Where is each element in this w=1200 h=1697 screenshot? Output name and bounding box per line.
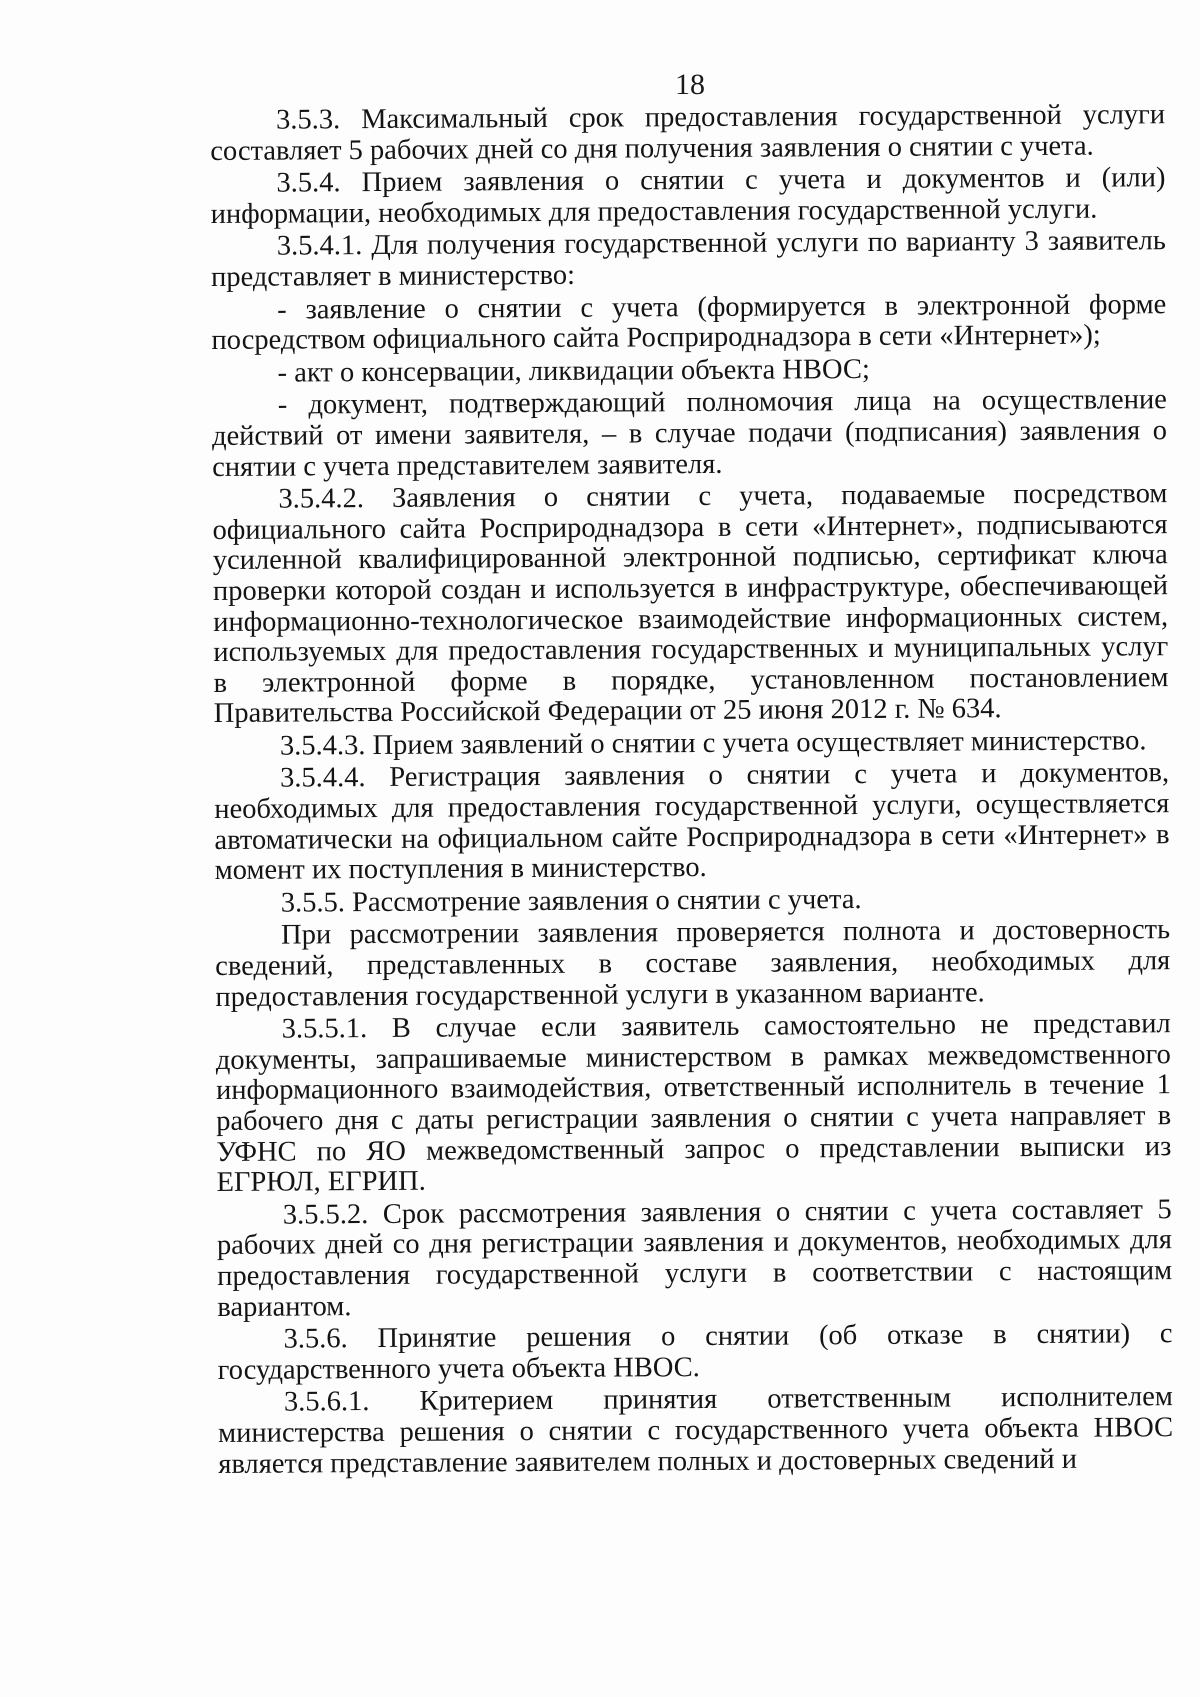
paragraph-3-5-4-1: 3.5.4.1. Для получения государственной услуги по варианту 3 заявитель представляет в министерство:	[210, 225, 1166, 293]
paragraph-review: При рассмотрении заявления проверяется полнота и достоверность сведений, представленных в составе заявления, необходимых для предоставления государственной услуги в указанном варианте.	[215, 914, 1171, 1013]
paragraph-3-5-5: 3.5.5. Рассмотрение заявления о снятии с учета.	[280, 883, 862, 919]
paragraph-3-5-4-2: 3.5.4.2. Заявления о снятии с учета, подаваемые посредством официального сайта Росприроднадзора в сети «Интернет», подписываются усиленной квалифицированной электронной подписью, сертификат ключа проверки которой создан и используется в инфраструктуре, обеспечивающей информационно-технологическое взаимодействие информационных систем, используемых для предоставления государственных и муниципальных услуг в электронной форме в порядке, установленном постановлением Правительства Российской Федерации от 25 июня 2012 г. № 634.	[212, 478, 1169, 730]
page-number: 18	[675, 68, 705, 101]
paragraph-3-5-3: 3.5.3. Максимальный срок предоставления государственной услуги составляет 5 рабочих дней со дня получения заявления о снятии с учета.	[210, 99, 1166, 167]
paragraph-3-5-4-3: 3.5.4.3. Прием заявлений о снятии с учета осуществляет министерство.	[279, 725, 1147, 762]
paragraph-3-5-4-4: 3.5.4.4. Регистрация заявления о снятии с учета и документов, необходимых для предоставления государственной услуги, осуществляется автоматически на официальном сайте Росприроднадзора в сети «Интернет» в момент их поступления в министерство.	[214, 757, 1170, 887]
document-body	[210, 100, 1173, 1480]
paragraph-3-5-4: 3.5.4. Прием заявления о снятии с учета и документов и (или) информации, необходимых для предоставления государственной услуги.	[210, 162, 1166, 230]
paragraph-3-5-5-2: 3.5.5.2. Срок рассмотрения заявления о снятии с учета составляет 5 рабочих дней со дня регистрации заявления и документов, необходимых для предоставления государственной услуги в соответствии с настоящим вариантом.	[216, 1193, 1173, 1323]
paragraph-3-5-6: 3.5.6. Принятие решения о снятии (об отказе в снятии) с государственного учета объекта НВОС.	[217, 1318, 1173, 1386]
list-item-authority-document: - документ, подтверждающий полномочия лица на осуществление действий от имени заявителя, – в случае подачи (подписания) заявления о снятии с учета представителем заявителя.	[211, 384, 1168, 483]
paragraph-3-5-5-1: 3.5.5.1. В случае если заявитель самостоятельно не представил документы, запрашиваемые министерством в рамках межведомственного информационного взаимодействия, ответственный исполнитель в течение 1 рабочего дня с даты регистрации заявления о снятии с учета направляет в УФНС по ЯО межведомственный запрос о представлении выписки из ЕГРЮЛ, ЕГРИП.	[215, 1008, 1172, 1199]
paragraph-3-5-6-1: 3.5.6.1. Критерием принятия ответственным исполнителем министерства решения о снятии с государственного учета объекта НВОС является представление заявителем полных и достоверных сведений и	[218, 1381, 1174, 1480]
list-item-act: - акт о консервации, ликвидации объекта НВОС;	[277, 353, 870, 389]
list-item-application: - заявление о снятии с учета (формируется в электронной форме посредством официального сайта Росприроднадзора в сети «Интернет»);	[211, 288, 1167, 357]
